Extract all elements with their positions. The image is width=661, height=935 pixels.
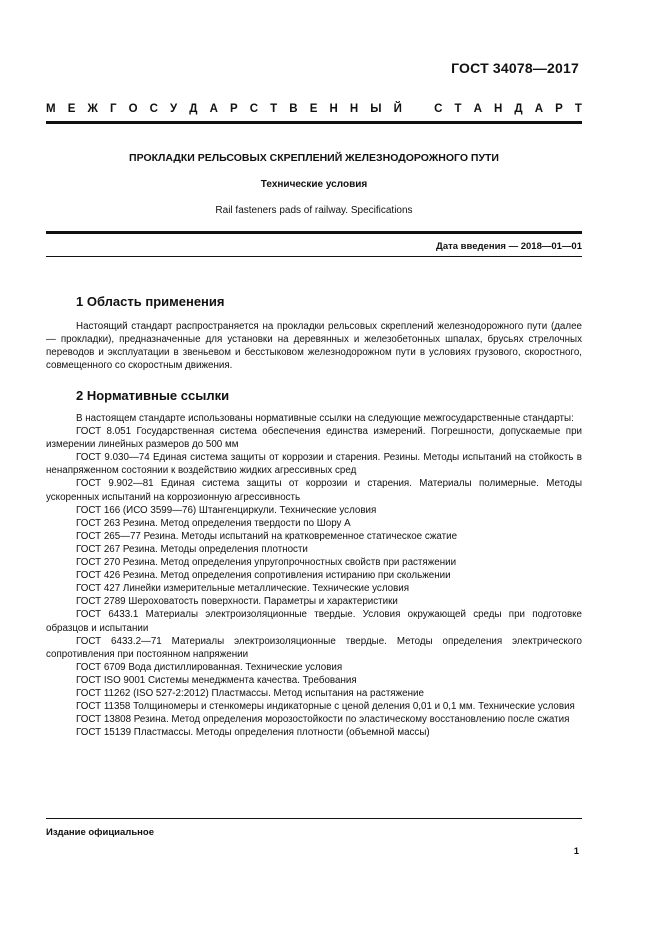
standard-heading-letter: Д <box>514 103 523 115</box>
standard-heading-letter: Р <box>555 103 563 115</box>
standard-heading-letter: Р <box>229 103 238 115</box>
reference-item: ГОСТ 427 Линейки измерительные металлические. Технические условия <box>76 583 410 595</box>
reference-item: ГОСТ 13808 Резина. Метод определения морозостойкости по эластическому восстановлению после сжатия <box>76 714 570 726</box>
standard-heading-letter: М <box>46 103 56 115</box>
section-1-paragraph: Настоящий стандарт распространяется на прокладки рельсовых скреплений железнодорожного пути (далее — прокладки), предназначенные для установки на деревянных и железобетонных шпалах, брусьях стрелочных переводов и эксплуатации в звеньевом и бесстыковом железнодорожном пути в условиях грузового, скоростного, совмещенного со скоростным движения. <box>46 321 582 372</box>
header-rule <box>46 121 582 124</box>
reference-item: ГОСТ 15139 Пластмассы. Методы определения плотности (объемной массы) <box>76 727 430 739</box>
title-rule <box>46 231 582 234</box>
standard-heading-letter: Т <box>574 103 582 115</box>
standard-heading-letter: А <box>534 103 544 115</box>
standard-heading-letter: Т <box>454 103 462 115</box>
reference-item: ГОСТ 6709 Вода дистиллированная. Технические условия <box>76 661 343 673</box>
reference-item: ГОСТ 166 (ИСО 3599—76) Штангенциркули. Технические условия <box>76 504 377 516</box>
reference-item: ГОСТ 270 Резина. Метод определения упругопрочностных свойств при растяжении <box>76 557 457 569</box>
standard-heading-letter: Е <box>67 103 76 115</box>
standard-heading-letter <box>414 103 422 115</box>
reference-item: ГОСТ 6433.1 Материалы электроизоляционные твердые. Условия окружающей среды при подготовке образцов и испытании <box>46 609 582 634</box>
introduction-date: Дата введения — 2018—01—01 <box>436 241 582 252</box>
date-rule <box>46 256 582 257</box>
reference-item: ГОСТ 426 Резина. Метод определения сопротивления истиранию при скольжении <box>76 570 451 582</box>
reference-item: ГОСТ 2789 Шероховатость поверхности. Параметры и характеристики <box>76 596 398 608</box>
reference-item: ГОСТ 263 Резина. Метод определения твердости по Шору А <box>76 517 351 529</box>
standard-heading-letter: Е <box>309 103 318 115</box>
english-title: Rail fasteners pads of railway. Specifications <box>215 205 413 216</box>
standard-type-heading <box>46 103 582 115</box>
reference-item: ГОСТ ISO 9001 Системы менеджмента качества. Требования <box>76 674 357 686</box>
normative-references <box>46 412 582 739</box>
document-title: ПРОКЛАДКИ РЕЛЬСОВЫХ СКРЕПЛЕНИЙ ЖЕЛЕЗНОДОРОЖНОГО ПУТИ <box>129 152 499 164</box>
document-subtitle: Технические условия <box>260 179 368 190</box>
standard-heading-letter: Н <box>329 103 338 115</box>
reference-item: ГОСТ 11262 (ISO 527-2:2012) Пластмассы. Метод испытания на растяжение <box>76 687 424 699</box>
reference-item: ГОСТ 267 Резина. Методы определения плотности <box>76 543 308 555</box>
section-2-intro: В настоящем стандарте использованы нормативные ссылки на следующие межгосударственные стандарты: <box>76 413 574 424</box>
standard-heading-letter: Н <box>349 103 359 115</box>
standard-heading-letter: Т <box>270 103 278 115</box>
section-1-body <box>46 320 582 372</box>
page-number: 1 <box>573 846 579 857</box>
reference-item: ГОСТ 11358 Толщиномеры и стенкомеры индикаторные с ценой деления 0,01 и 0,1 мм. Технические условия <box>76 701 575 713</box>
standard-heading-letter: У <box>170 103 178 115</box>
standard-heading-letter: Ы <box>370 103 382 115</box>
standard-code: ГОСТ 34078—2017 <box>451 60 579 76</box>
standard-heading-letter: С <box>249 103 259 115</box>
official-edition-label: Издание официальное <box>46 827 154 838</box>
section-2-heading: 2 Нормативные ссылки <box>76 388 230 403</box>
standard-heading-letter: С <box>149 103 158 115</box>
standard-heading-letter: Д <box>189 103 198 115</box>
standard-heading-letter: Г <box>109 103 117 115</box>
reference-list <box>46 425 582 739</box>
reference-item: ГОСТ 6433.2—71 Материалы электроизоляционные твердые. Методы определения электрического сопротивления при постоянном напряжении <box>46 635 582 660</box>
reference-item: ГОСТ 9.902—81 Единая система защиты от коррозии и старения. Материалы полимерные. Методы ускоренных испытаний на коррозионную агрессивность <box>46 478 582 503</box>
section-1-heading: 1 Область применения <box>76 294 225 309</box>
standard-heading-letter: О <box>128 103 138 115</box>
standard-heading-letter: Н <box>494 103 503 115</box>
standard-heading-letter: Й <box>393 103 402 115</box>
reference-item: ГОСТ 265—77 Резина. Методы испытаний на кратковременное статическое сжатие <box>76 530 458 542</box>
standard-heading-letter: А <box>209 103 218 115</box>
footer-rule <box>46 818 582 819</box>
reference-item: ГОСТ 8.051 Государственная система обеспечения единства измерений. Погрешности, допускаемые при измерении линейных размеров до 500 мм <box>46 426 582 451</box>
standard-heading-letter: А <box>473 103 482 115</box>
standard-heading-letter: В <box>289 103 298 115</box>
standard-heading-letter: С <box>434 103 443 115</box>
reference-item: ГОСТ 9.030—74 Единая система защиты от коррозии и старения. Резины. Методы испытаний на стойкость в ненапряженном состоянии к воздействию жидких агрессивных сред <box>46 452 582 477</box>
standard-heading-letter: Ж <box>87 103 98 115</box>
